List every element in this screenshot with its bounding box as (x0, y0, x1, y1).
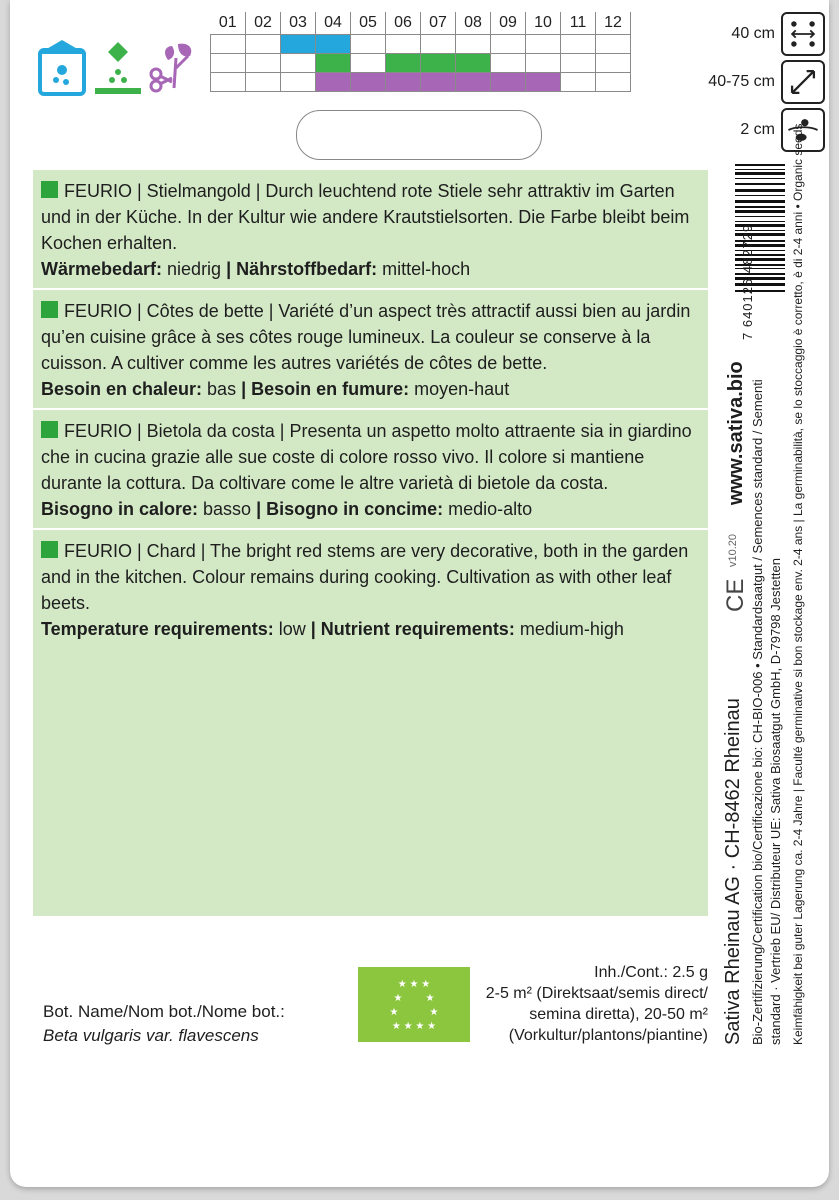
calendar-cell (456, 73, 491, 92)
calendar-cell (421, 73, 456, 92)
calendar-cell (281, 35, 316, 54)
month-label: 04 (316, 12, 351, 35)
green-square-icon (41, 421, 58, 438)
green-square-icon (41, 181, 58, 198)
germination-text: Keimfähigkeit bei guter Lagerung ca. 2-4 Jahre | Faculté germinative si bon stockage env. 2-4 ans | La germinabilità, se lo stoccaggio è corretto, è di 2-4 anni • Organic seeds (791, 123, 805, 1045)
cultivation-icons (38, 38, 198, 96)
calendar-cell (421, 54, 456, 73)
botanical-name (43, 1000, 285, 1048)
svg-text:★: ★ (389, 1007, 399, 1018)
barcode-bar (735, 216, 785, 217)
month-label: 06 (386, 12, 421, 35)
calendar-cell (561, 54, 596, 73)
description-en (33, 530, 708, 648)
month-label: 05 (351, 12, 386, 35)
calendar-cell (386, 54, 421, 73)
barcode-number: 7 640126 482729 (740, 223, 755, 340)
calendar-cell (316, 35, 351, 54)
month-label: 11 (561, 12, 596, 35)
month-label: 10 (526, 12, 561, 35)
month-label: 07 (421, 12, 456, 35)
description-it (33, 410, 708, 530)
description-panel (33, 170, 708, 916)
description-text: FEURIO | Bietola da costa | Presenta un aspetto molto attraente sia in giardino che in cucina grazie alle sue coste di colore rosso vivo. Il colore si mantiene durante la cottura. Da coltivare come le altre varietà di bietole da costa. (41, 421, 692, 493)
svg-text:★: ★ (425, 993, 435, 1004)
calendar-cell (526, 35, 561, 54)
calendar-cell (561, 73, 596, 92)
calendar-cell (351, 54, 386, 73)
plant-height-label: 40-75 cm (708, 73, 775, 90)
requirements: Temperature requirements: low | Nutrient requirements: medium-high (41, 619, 624, 639)
contents-area-direct-2: semina diretta), 20-50 m² (529, 1006, 708, 1023)
description-text: FEURIO | Stielmangold | Durch leuchtend rote Stiele sehr attraktiv im Garten und in der Küche. In der Kultur wie andere Krautstielsorten. Die Farbe bleibt beim Kochen erhalten. (41, 181, 690, 253)
greenhouse-sowing-icon (38, 40, 86, 94)
svg-text:★ ★ ★: ★ ★ ★ (397, 979, 431, 990)
calendar-cell (491, 73, 526, 92)
website: www.sativa.bio (725, 361, 747, 505)
company-address: Sativa Rheinau AG · CH-8462 Rheinau (722, 698, 744, 1045)
spec-plant-height (685, 60, 825, 104)
calendar-cell (316, 54, 351, 73)
calendar-cell (526, 73, 561, 92)
calendar-cell (491, 54, 526, 73)
calendar-cell (596, 35, 631, 54)
svg-text:★: ★ (393, 993, 403, 1004)
barcode-bar (735, 189, 785, 192)
calendar-cell (386, 35, 421, 54)
barcode-bar (735, 164, 785, 166)
plant-height-icon (781, 60, 825, 104)
calendar-cell (526, 54, 561, 73)
calendar-cell (211, 35, 246, 54)
svg-text:★: ★ (429, 1007, 439, 1018)
spec-row-distance (685, 12, 825, 56)
hanging-hole (296, 110, 542, 160)
calendar-cell (456, 54, 491, 73)
calendar-row-sowing-indoor (211, 35, 631, 54)
calendar-cell (211, 54, 246, 73)
ce-mark: CE (722, 578, 749, 612)
row-distance-label: 40 cm (731, 25, 775, 42)
svg-text:★ ★ ★ ★: ★ ★ ★ ★ (391, 1021, 437, 1032)
calendar-cell (316, 73, 351, 92)
barcode-bar (735, 169, 785, 170)
calendar-row-sowing-direct (211, 54, 631, 73)
month-label: 02 (246, 12, 281, 35)
direct-sowing-icon (95, 42, 141, 94)
requirements: Wärmebedarf: niedrig | Nährstoffbedarf: mittel-hoch (41, 259, 471, 279)
month-label: 01 (211, 12, 246, 35)
calendar-cell (491, 35, 526, 54)
calendar-cell (351, 35, 386, 54)
description-text: FEURIO | Côtes de bette | Variété d’un aspect très attractif aussi bien au jardin qu’en cuisine grâce à ses côtes rouge lumineux. La couleur se conserve à la cuisson. A cultiver comme les autres variétés de côtes de bette. (41, 301, 691, 373)
calendar-cell (456, 35, 491, 54)
calendar-cell (281, 54, 316, 73)
calendar-cell (421, 35, 456, 54)
month-label: 09 (491, 12, 526, 35)
requirements: Bisogno in calore: basso | Bisogno in concime: medio-alto (41, 499, 533, 519)
barcode-bar (735, 183, 785, 185)
calendar-row-harvest (211, 73, 631, 92)
barcode-bar (735, 221, 785, 222)
contents-weight: Inh./Cont.: 2.5 g (594, 964, 708, 981)
barcode-bar (735, 195, 785, 196)
barcode-bar (735, 178, 785, 179)
barcode-bar (735, 206, 785, 208)
distributor-text: standard · Vertrieb EU/ Distributeur UE: Sativa Biosaatgut GmbH, D-79798 Jestetten (768, 557, 783, 1045)
certification-text: Bio-Zertifizierung/Certification bio/Certificazione bio: CH-BIO-006 • Standardsaatgut / Semences standard / Sementi (750, 379, 765, 1045)
calendar-cell (351, 73, 386, 92)
barcode-bar (735, 210, 785, 213)
calendar-cell (246, 73, 281, 92)
row-distance-icon (781, 12, 825, 56)
month-label: 03 (281, 12, 316, 35)
description-de (33, 170, 708, 290)
barcode-bar (735, 172, 785, 175)
description-text: FEURIO | Chard | The bright red stems are very decorative, both in the garden and in the kitchen. Colour remains during cooking. Cultivation as with other leaf beets. (41, 541, 689, 613)
contents-area-direct: 2-5 m² (Direktsaat/semis direct/ (485, 985, 708, 1002)
contents-info (475, 962, 708, 1046)
botanical-label: Bot. Name/Nom bot./Nome bot.: (43, 1002, 285, 1021)
requirements: Besoin en chaleur: bas | Besoin en fumure: moyen-haut (41, 379, 510, 399)
contents-area-plants: (Vorkultur/plantons/piantine) (508, 1027, 708, 1044)
description-fr (33, 290, 708, 410)
calendar-cell (386, 73, 421, 92)
green-square-icon (41, 541, 58, 558)
sowing-depth-label: 2 cm (740, 121, 775, 138)
month-label: 08 (456, 12, 491, 35)
calendar-cell (246, 35, 281, 54)
calendar-cell (596, 54, 631, 73)
calendar-cell (246, 54, 281, 73)
green-square-icon (41, 301, 58, 318)
harvest-icon (151, 44, 191, 91)
eu-organic-logo (358, 967, 470, 1042)
calendar-cell (211, 73, 246, 92)
month-label: 12 (596, 12, 631, 35)
version: v10.20 (727, 533, 739, 567)
sowing-calendar (210, 12, 631, 92)
botanical-latin: Beta vulgaris var. flavescens (43, 1026, 259, 1045)
barcode-bar (735, 200, 785, 203)
calendar-cell (281, 73, 316, 92)
calendar-cell (596, 73, 631, 92)
calendar-cell (561, 35, 596, 54)
